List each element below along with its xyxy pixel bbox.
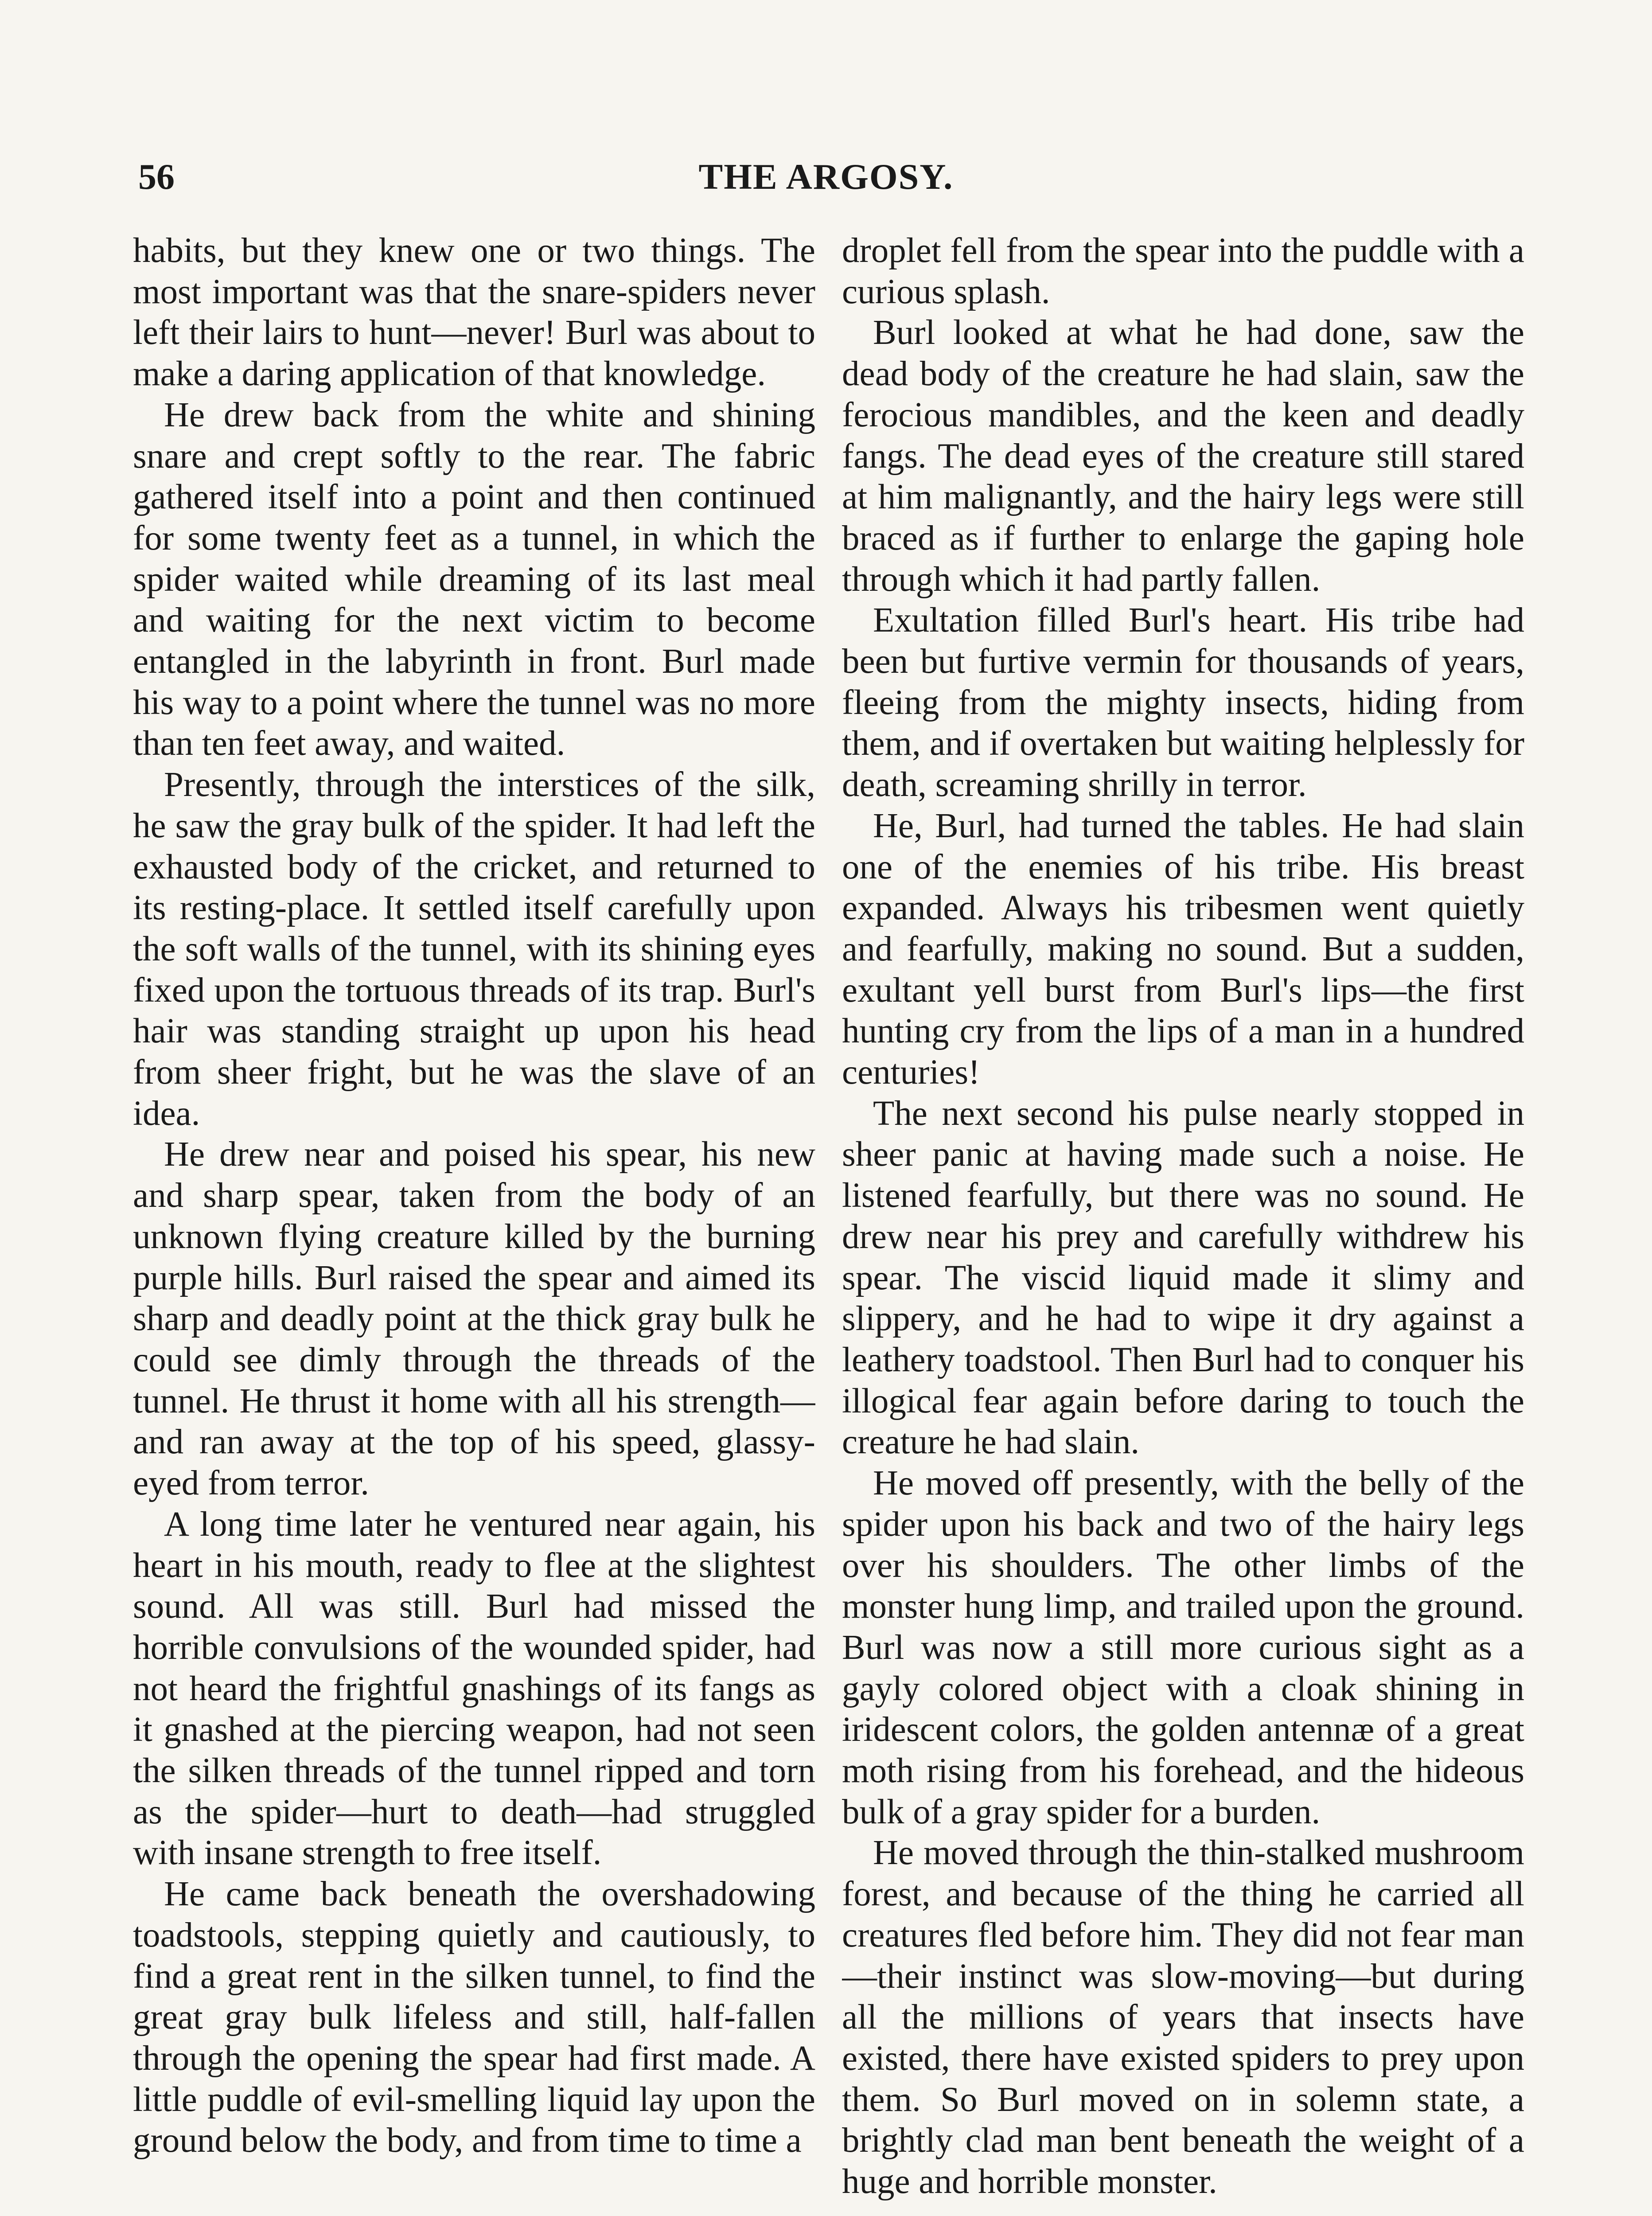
paragraph: He moved through the thin-stalked mushroom forest, and because of the thing he carried all creatures fled before him. They did not fear man—their instinct was slow-moving—but during all the millions of years that insects have existed, there have existed spiders to prey upon them. So Burl moved on in solemn state, a brightly clad man bent beneath the weight of a huge and horrible monster. <box>842 1834 1524 2201</box>
left-column <box>133 230 815 2216</box>
paragraph: The next second his pulse nearly stopped in sheer panic at having made such a noise. He listened fearfully, but there was no sound. He drew near his prey and carefully withdrew his spear. The viscid liquid made it slimy and slippery, and he had to wipe it dry against a leathery toadstool. Then Burl had to conquer his illogical fear again before daring to touch the creature he had slain. <box>842 1094 1524 1462</box>
paragraph: A long time later he ventured near again, his heart in his mouth, ready to flee at the slightest sound. All was still. Burl had missed the horrible convulsions of the wounded spider, had not heard the frightful gnashings of its fangs as it gnashed at the piercing weapon, had not seen the silken threads of the tunnel ripped and torn as the spider—hurt to death—had struggled with insane strength to free itself. <box>133 1505 815 1873</box>
page-number: 56 <box>138 156 175 197</box>
paragraph: He drew near and poised his spear, his new and sharp spear, taken from the body of an unknown flying creature killed by the burning purple hills. Burl raised the spear and aimed its sharp and deadly point at the thick gray bulk he could see dimly through the threads of the tunnel. He thrust it home with all his strength—and ran away at the top of his speed, glassy-eyed from terror. <box>133 1135 815 1503</box>
running-head: THE ARGOSY. <box>698 156 954 197</box>
paragraph: habits, but they knew one or two things. The most important was that the snare-spiders never left their lairs to hunt—never! Burl was about to make a daring application of that knowledge. <box>133 231 815 394</box>
paragraph: He moved off presently, with the belly of the spider upon his back and two of the hairy legs over his shoulders. The other limbs of the monster hung limp, and trailed upon the ground. Burl was now a still more curious sight as a gayly colored object with a cloak shining in iridescent colors, the golden antennæ of a great moth rising from his forehead, and the hideous bulk of a gray spider for a burden. <box>842 1464 1524 1831</box>
paragraph: droplet fell from the spear into the puddle with a curious splash. <box>842 231 1524 311</box>
paragraph: He came back beneath the overshadowing toadstools, stepping quietly and cautiously, to find a great rent in the silken tunnel, to find the great gray bulk lifeless and still, half-fallen through the opening the spear had first made. A little puddle of evil-smelling liquid lay upon the ground below the body, and from time to time a <box>133 1875 815 2160</box>
right-column <box>842 230 1524 2216</box>
paragraph: Presently, through the interstices of the silk, he saw the gray bulk of the spider. It had left the exhausted body of the cricket, and returned to its resting-place. It settled itself carefully upon the soft walls of the tunnel, with its shining eyes fixed upon the tortuous threads of its trap. Burl's hair was standing straight up upon his head from sheer fright, but he was the slave of an idea. <box>133 765 815 1133</box>
paragraph: He drew back from the white and shining snare and crept softly to the rear. The fabric gathered itself into a point and then continued for some twenty feet as a tunnel, in which the spider waited while dreaming of its last meal and waiting for the next victim to become entangled in the labyrinth in front. Burl made his way to a point where the tunnel was no more than ten feet away, and waited. <box>133 395 815 763</box>
paragraph: Burl looked at what he had done, saw the dead body of the creature he had slain, saw the ferocious mandibles, and the keen and deadly fangs. The dead eyes of the creature still stared at him malignantly, and the hairy legs were still braced as if further to enlarge the gaping hole through which it had partly fallen. <box>842 313 1524 599</box>
paragraph: He, Burl, had turned the tables. He had slain one of the enemies of his tribe. His breast expanded. Always his tribesmen went quietly and fearfully, making no sound. But a sudden, exultant yell burst from Burl's lips—the first hunting cry from the lips of a man in a hundred centuries! <box>842 806 1524 1092</box>
paragraph: Exultation filled Burl's heart. His tribe had been but furtive vermin for thousands of years, fleeing from the mighty insects, hiding from them, and if overtaken but waiting helplessly for death, screaming shrilly in terror. <box>842 601 1524 804</box>
